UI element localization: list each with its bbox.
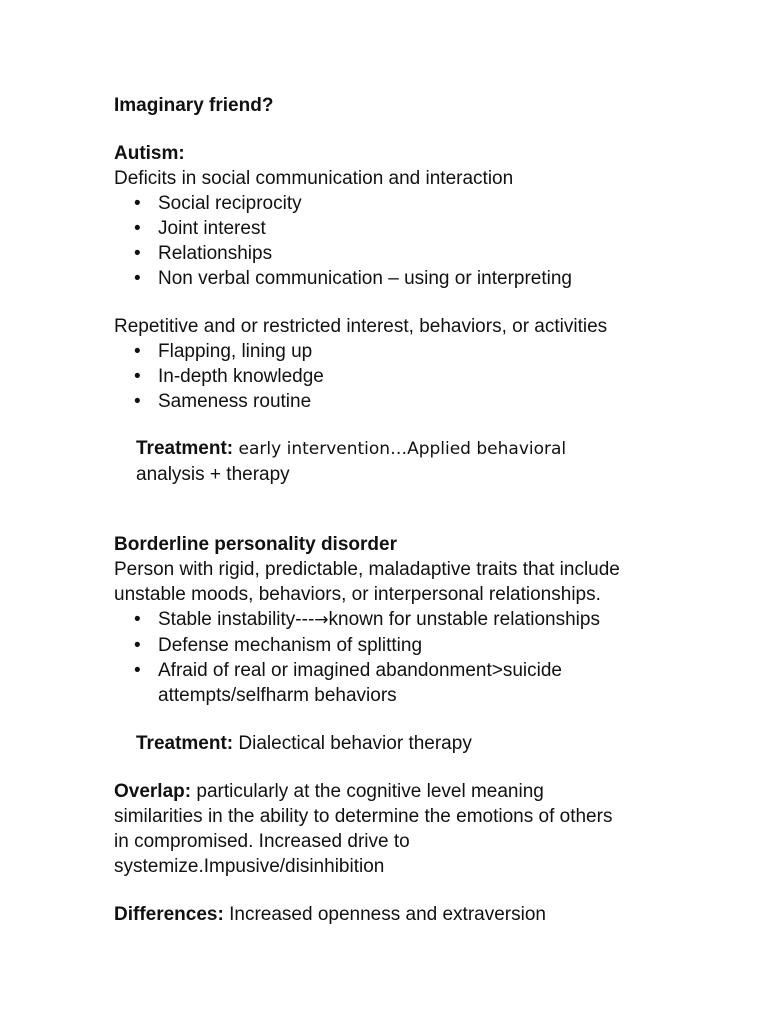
- item-text: Afraid of real or imagined abandonment>suicide: [158, 660, 563, 681]
- item-text: attempts/selfharm behaviors: [158, 685, 397, 706]
- list-item: [114, 658, 674, 708]
- autism-heading: Autism:: [114, 143, 185, 164]
- overlap-label: Overlap:: [114, 781, 192, 802]
- overlap-paragraph: [114, 779, 674, 879]
- list-item: • Relationships: [114, 241, 674, 266]
- treatment-label: Treatment:: [136, 733, 234, 754]
- list-item: • Non verbal communication – using or interpreting: [114, 266, 674, 291]
- list-item: • Joint interest: [114, 216, 674, 241]
- differences-text: Increased openness and extraversion: [223, 904, 546, 925]
- repetitive-intro: Repetitive and or restricted interest, behaviors, or activities: [114, 316, 608, 337]
- overlap-text: systemize.Impusive/disinhibition: [114, 856, 385, 877]
- page-title: Imaginary friend?: [114, 95, 274, 116]
- item-text: Stable instability---: [158, 609, 315, 630]
- bpd-heading: Borderline personality disorder: [114, 534, 397, 555]
- autism-repetitive-list: [114, 339, 674, 414]
- treatment-label: Treatment:: [136, 438, 234, 459]
- list-item: • Defense mechanism of splitting: [114, 633, 674, 658]
- list-item: • Social reciprocity: [114, 191, 674, 216]
- treatment-text: early intervention…Applied behavioral: [233, 439, 567, 459]
- item-text: known for unstable relationships: [328, 609, 600, 630]
- autism-treatment: [114, 436, 674, 462]
- differences-label: Differences:: [114, 904, 224, 925]
- document-content: [114, 93, 674, 927]
- list-item: • Sameness routine: [114, 389, 674, 414]
- overlap-text: particularly at the cognitive level meaning: [191, 781, 544, 802]
- bpd-list: [114, 607, 674, 708]
- differences-paragraph: [114, 902, 674, 927]
- overlap-text: similarities in the ability to determine the emotions of others: [114, 806, 613, 827]
- list-item: [114, 607, 674, 633]
- treatment-text: Dialectical behavior therapy: [233, 733, 472, 754]
- bpd-treatment: [114, 731, 674, 756]
- list-item: • In-depth knowledge: [114, 364, 674, 389]
- autism-treatment-cont: analysis + therapy: [136, 464, 290, 485]
- overlap-text: in compromised. Increased drive to: [114, 831, 410, 852]
- right-arrow-icon: →: [314, 610, 329, 630]
- autism-deficits-list: [114, 191, 674, 291]
- bpd-intro: Person with rigid, predictable, maladaptive traits that include unstable moods, behaviors, or interpersonal relationships.: [114, 559, 620, 605]
- autism-intro: Deficits in social communication and interaction: [114, 168, 514, 189]
- list-item: • Flapping, lining up: [114, 339, 674, 364]
